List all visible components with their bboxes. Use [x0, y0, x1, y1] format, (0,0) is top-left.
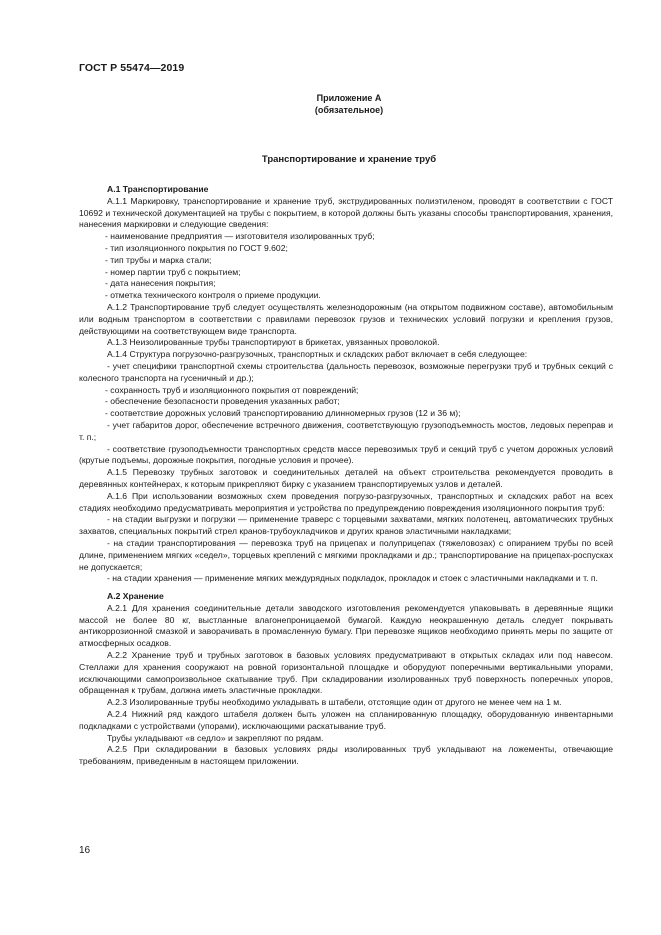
- paragraph: А.2.5 При складировании в базовых условиях ряды изолированных труб укладывают на ложементы, отвечающие требованиям, приведенным в настоящем приложении.: [79, 744, 613, 767]
- list-item: - на стадии выгрузки и погрузки — применение траверс с торцевыми захватами, мягких полотенец, автоматических трубных захватов, специальных покрытий стрел кранов-трубоукладчиков и других кранов эластичными накладками;: [79, 514, 613, 537]
- appendix-title: Транспортирование и хранение труб: [261, 154, 437, 165]
- list-item: - учет габаритов дорог, обеспечение встречного движения, соответствующую грузоподъемность мостов, ледовых переправ и т. п.;: [79, 419, 613, 442]
- appendix-note: (обязательное): [314, 105, 384, 115]
- list-item: - соответствие грузоподъемности транспортных средств массе перевозимых труб и секций труб с учетом дорожных условий (крутые подъемы, дорожные покрытия, погодные условия и прочее).: [79, 443, 613, 466]
- paragraph: А.2.2 Хранение труб и трубных заготовок в базовых условиях предусматривают в открытых складах или под навесом. Стеллажи для хранения сооружают на ровной горизонтальной площадке и оборудуют поперечными вертикальными упорами, исключающими самопроизвольное скатывание труб. При складировании изолированных труб поверхность поперечных упоров, обращенная к трубам, должна иметь эластичные прокладки.: [79, 650, 613, 696]
- appendix-label: Приложение А: [316, 93, 382, 103]
- paragraph: А.1.6 При использовании возможных схем проведения погрузо-разгрузочных, транспортных и складских работ на всех стадиях необходимо предусматривать мероприятия и устройства по предупреждению повреждения изоляционного покрытия труб:: [79, 490, 613, 513]
- list-item: - на стадии хранения — применение мягких междурядных подкладок, прокладок и стоек с эластичными накладками и т. п.: [107, 573, 598, 584]
- paragraph: А.2.1 Для хранения соединительные детали заводского изготовления рекомендуется упаковывать в деревянные ящики массой не более 80 кг, выстланные влагонепроницаемой бумагой. Каждую неокрашенную деталь следует покрывать антикоррозионной смазкой и заворачивать в промасленную бумагу. При перевозке ящиков необходимо принять меры по защите от атмосферных осадков.: [79, 602, 613, 649]
- paragraph: А.1.3 Неизолированные трубы транспортируют в брикетах, увязанных проволокой.: [107, 337, 440, 348]
- list-item: - учет специфики транспортной схемы строительства (дальность перевозок, возможные перегрузки труб и трубных секций с колесного транспорта на гусеничный и др.);: [79, 360, 613, 383]
- list-item: - номер партии труб с покрытием;: [105, 266, 241, 277]
- paragraph: Трубы укладывают «в седло» и закрепляют по рядам.: [107, 732, 324, 743]
- paragraph: А.1.1 Маркировку, транспортирование и хранение труб, экструдированных полиэтиленом, проводят в соответствии с ГОСТ 10692 и технической документацией на трубы с покрытием, в которой должны быть указаны способы транспортирования, хранения, нанесения маркировки и следующие сведения:: [79, 195, 613, 230]
- paragraph: А.2.3 Изолированные трубы необходимо укладывать в штабели, отстоящие один от другого не менее чем на 1 м.: [107, 697, 562, 708]
- list-item: - тип изоляционного покрытия по ГОСТ 9.602;: [105, 242, 288, 253]
- list-item: - отметка технического контроля о приеме продукции.: [105, 290, 321, 301]
- paragraph: А.1.4 Структура погрузочно-разгрузочных, транспортных и складских работ включает в себя следующее:: [107, 349, 528, 360]
- page-number: 16: [79, 845, 91, 856]
- list-item: - дата нанесения покрытия;: [105, 278, 216, 289]
- paragraph: А.1.5 Перевозку трубных заготовок и соединительных деталей на объект строительства рекомендуется проводить в деревянных контейнерах, к которым прикрепляют бирку с указанием транспортируемых узлов и деталей.: [79, 467, 613, 489]
- section-heading-storage: А.2 Хранение: [107, 591, 164, 602]
- list-item: - сохранность труб и изоляционного покрытия от повреждений;: [105, 384, 359, 395]
- appendix-heading: [0, 92, 661, 116]
- paragraph: А.1.2 Транспортирование труб следует осуществлять железнодорожным (на открытом подвижном составе), автомобильным или водным транспортом в соответствии с правилами перевозок грузов и технических условий погрузки и крепления грузов, действующими на соответствующем виде транспорта.: [79, 301, 613, 336]
- list-item: - обеспечение безопасности проведения указанных работ;: [105, 396, 340, 407]
- paragraph: А.2.4 Нижний ряд каждого штабеля должен быть уложен на спланированную площадку, оборудованную инвентарными подкладками с устройствами (упорами), исключающими раскатывание труб.: [79, 709, 613, 731]
- list-item: - на стадии транспортирования — перевозка труб на прицепах и полуприцепах (тяжеловозах) с опиранием трубы по всей длине, применением мягких «седел», торцевых креплений с мягкими прокладками и др.; транспортирование на прицепах-роспусках не допускается;: [79, 537, 613, 572]
- document-body: [79, 184, 613, 768]
- list-item: - соответствие дорожных условий транспортированию длинномерных грузов (12 и 36 м);: [105, 408, 461, 419]
- list-item: - тип трубы и марка стали;: [105, 254, 212, 265]
- list-item: - наименование предприятия — изготовителя изолированных труб;: [105, 231, 375, 242]
- standard-header: ГОСТ Р 55474—2019: [79, 62, 185, 74]
- section-heading-transport: А.1 Транспортирование: [107, 184, 209, 194]
